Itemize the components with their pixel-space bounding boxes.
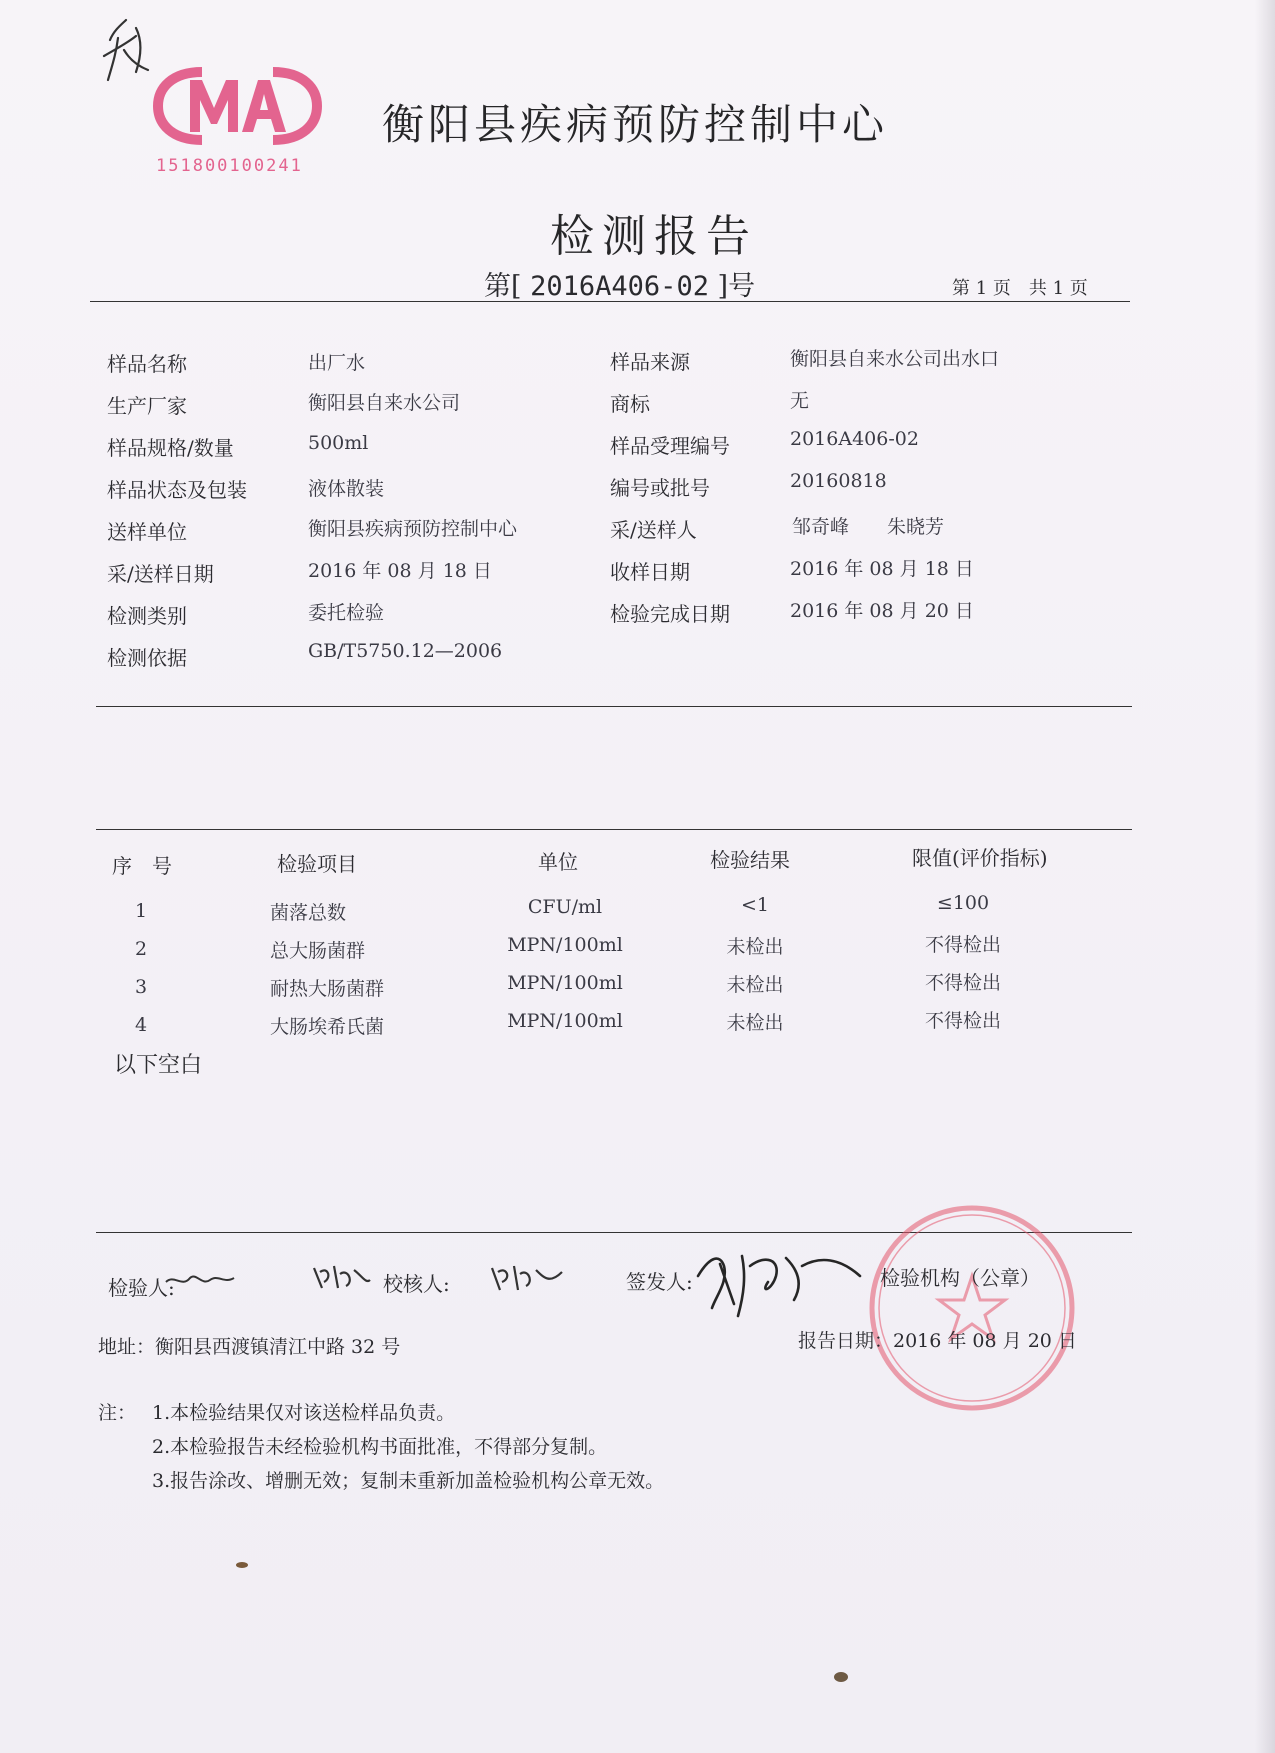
note-1: 1.本检验结果仅对该送检样品负责。 [152,1402,456,1424]
row-2-no: 2 [134,938,148,960]
sample-name-value: 出厂水 [308,352,366,374]
row-3-item: 耐热大肠菌群 [270,978,385,1000]
sampling-date-label: 采/送样日期 [107,562,214,586]
sample-spec-label: 样品规格/数量 [107,436,234,460]
issuer-signature [690,1236,866,1326]
row-4-no: 4 [134,1014,148,1036]
sampler-label: 采/送样人 [610,518,697,542]
issuer-label: 签发人: [626,1270,693,1294]
report-title: 检测报告 [550,211,758,262]
submitting-unit-label: 送样单位 [107,520,187,544]
sample-state-value: 液体散装 [308,478,385,500]
header-divider [90,301,1130,302]
sample-source-value: 衡阳县自来水公司出水口 [790,348,1000,370]
scan-speck [236,1562,248,1568]
row-1-no: 1 [134,900,148,922]
inspector-signature [164,1262,244,1296]
row-4-result: 未检出 [726,1012,784,1034]
completion-date-label: 检验完成日期 [610,602,730,626]
row-2-item: 总大肠菌群 [270,940,366,962]
cma-logo-icon [150,62,325,150]
acceptance-no-value: 2016A406-02 [790,428,919,450]
col-header-unit: 单位 [538,850,578,874]
report-number-prefix: 第[ [484,271,522,302]
acceptance-no-label: 样品受理编号 [610,434,730,458]
batch-no-label: 编号或批号 [610,476,710,500]
receipt-date-label: 收样日期 [610,560,690,584]
report-number [484,264,755,303]
test-basis-value: GB/T5750.12—2006 [308,640,503,662]
row-3-limit: 不得检出 [924,972,1001,994]
row-4-item: 大肠埃希氏菌 [270,1016,385,1038]
trademark-label: 商标 [610,392,650,416]
row-3-result: 未检出 [726,974,784,996]
row-4-limit: 不得检出 [924,1010,1001,1032]
report-number-suffix: ]号 [717,271,756,302]
note-3: 3.报告涂改、增删无效；复制未重新加盖检验机构公章无效。 [152,1470,665,1492]
receipt-date-value: 2016 年 08 月 18 日 [790,558,974,580]
report-number-value: 2016A406-02 [530,271,709,302]
manufacturer-label: 生产厂家 [107,394,187,418]
page-info: 第 1 页 共 1 页 [952,278,1088,299]
test-basis-label: 检测依据 [107,646,187,670]
notes-prefix: 注： [98,1402,137,1424]
report-date: 报告日期：2016 年 08 月 20 日 [798,1330,1077,1352]
row-2-result: 未检出 [726,936,784,958]
completion-date-value: 2016 年 08 月 20 日 [790,600,974,622]
row-4-unit: MPN/100ml [507,1010,623,1032]
inspector-signature-2 [310,1258,374,1296]
test-category-label: 检测类别 [107,604,187,628]
inspector-label: 检验人: [108,1276,175,1300]
submitting-unit-value: 衡阳县疾病预防控制中心 [308,518,518,540]
sampling-date-value: 2016 年 08 月 18 日 [308,560,492,582]
row-2-unit: MPN/100ml [507,934,623,956]
institution-seal-label: 检验机构（公章） [880,1266,1040,1290]
batch-no-value: 20160818 [790,470,887,492]
note-2: 2.本检验报告未经检验机构书面批准，不得部分复制。 [152,1436,608,1458]
sample-state-label: 样品状态及包装 [107,478,247,502]
address: 地址：衡阳县西渡镇清江中路 32 号 [98,1336,401,1358]
handwritten-mark [96,10,156,90]
sample-name-label: 样品名称 [107,352,187,376]
col-header-item: 检验项目 [277,852,357,876]
row-1-unit: CFU/ml [527,896,603,918]
org-name: 衡阳县疾病预防控制中心 [382,100,889,149]
col-header-result: 检验结果 [710,848,790,872]
trademark-value: 无 [790,390,810,412]
scan-speck [834,1672,848,1682]
reviewer-label: 校核人: [383,1272,450,1296]
manufacturer-value: 衡阳县自来水公司 [308,392,461,414]
info-divider [96,706,1132,707]
row-2-limit: 不得检出 [924,934,1001,956]
row-3-unit: MPN/100ml [507,972,623,994]
sample-spec-value: 500ml [308,432,369,454]
col-header-no: 序 号 [112,854,172,878]
sampler-value: 邹奇峰 朱晓芳 [792,516,945,538]
test-category-value: 委托检验 [308,602,385,624]
blank-below-note: 以下空白 [114,1053,203,1078]
row-1-limit: ≤100 [936,892,990,914]
row-1-result: <1 [740,894,769,916]
row-3-no: 3 [134,976,148,998]
official-seal-icon [862,1198,1082,1418]
reviewer-signature [486,1256,566,1298]
sample-source-label: 样品来源 [610,350,690,374]
row-1-item: 菌落总数 [270,902,347,924]
table-top-divider [96,829,1132,830]
col-header-limit: 限值(评价指标) [912,846,1048,870]
cma-number: 151800100241 [156,156,303,176]
